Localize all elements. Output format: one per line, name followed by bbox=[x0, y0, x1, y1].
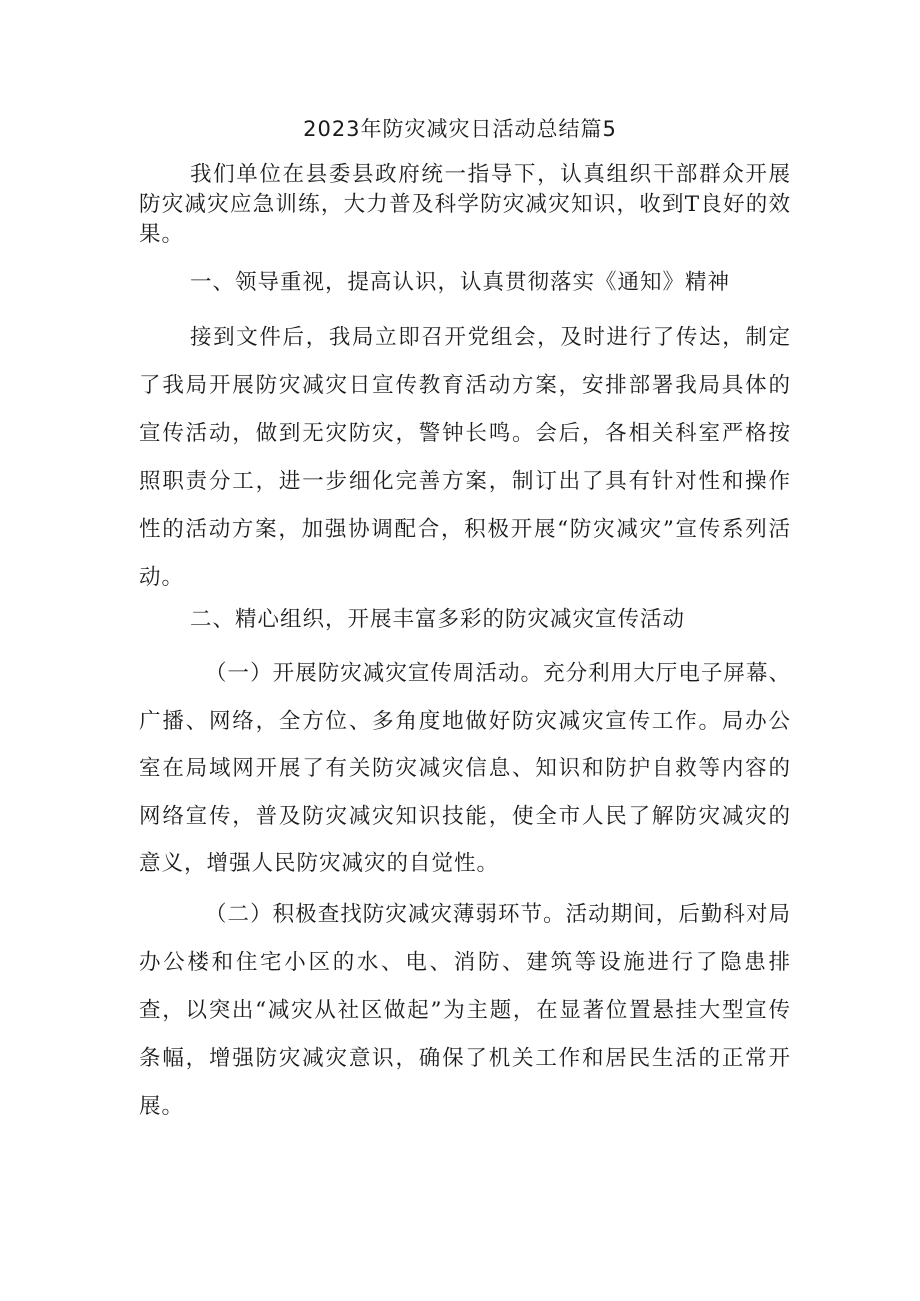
intro-paragraph: 我们单位在县委县政府统一指导下，认真组织干部群众开展防灾减灾应急训练，大力普及科学防灾减灾知识，收到T良好的效果。 bbox=[139, 162, 791, 247]
section-heading-2: 二、精心组织，开展丰富多彩的防灾减灾宣传活动 bbox=[190, 607, 686, 632]
section-1-paragraph: 接到文件后，我局立即召开党组会，及时进行了传达，制定了我局开展防灾减灾日宣传教育活动方案，安排部署我局具体的宣传活动，做到无灾防灾，警钟长鸣。会后，各相关科室严格按照职责分工，进一步细化完善方案，制订出了具有针对性和操作性的活动方案，加强协调配合，积极开展“防灾减灾”宣传系列活动。 bbox=[139, 325, 791, 590]
section-heading-1: 一、领导重视，提高认识，认真贯彻落实《通知》精神 bbox=[190, 270, 731, 295]
section-2-item-2-paragraph: （二）积极查找防灾减灾薄弱环节。活动期间，后勤科对局办公楼和住宅小区的水、电、消防、建筑等设施进行了隐患排查，以突出“减灾从社区做起”为主题，在显著位置悬挂大型宣传条幅，增强防灾减灾意识，确保了机关工作和居民生活的正常开展。 bbox=[139, 902, 791, 1119]
section-2-item-1-paragraph: （一）开展防灾减灾宣传周活动。充分利用大厅电子屏幕、广播、网络，全方位、多角度地做好防灾减灾宣传工作。局办公室在局域网开展了有关防灾减灾信息、知识和防护自救等内容的网络宣传，普及防灾减灾知识技能，使全市人民了解防灾减灾的意义，增强人民防灾减灾的自觉性。 bbox=[139, 661, 791, 876]
document-title: 2023年防灾减灾日活动总结篇5 bbox=[303, 117, 617, 141]
